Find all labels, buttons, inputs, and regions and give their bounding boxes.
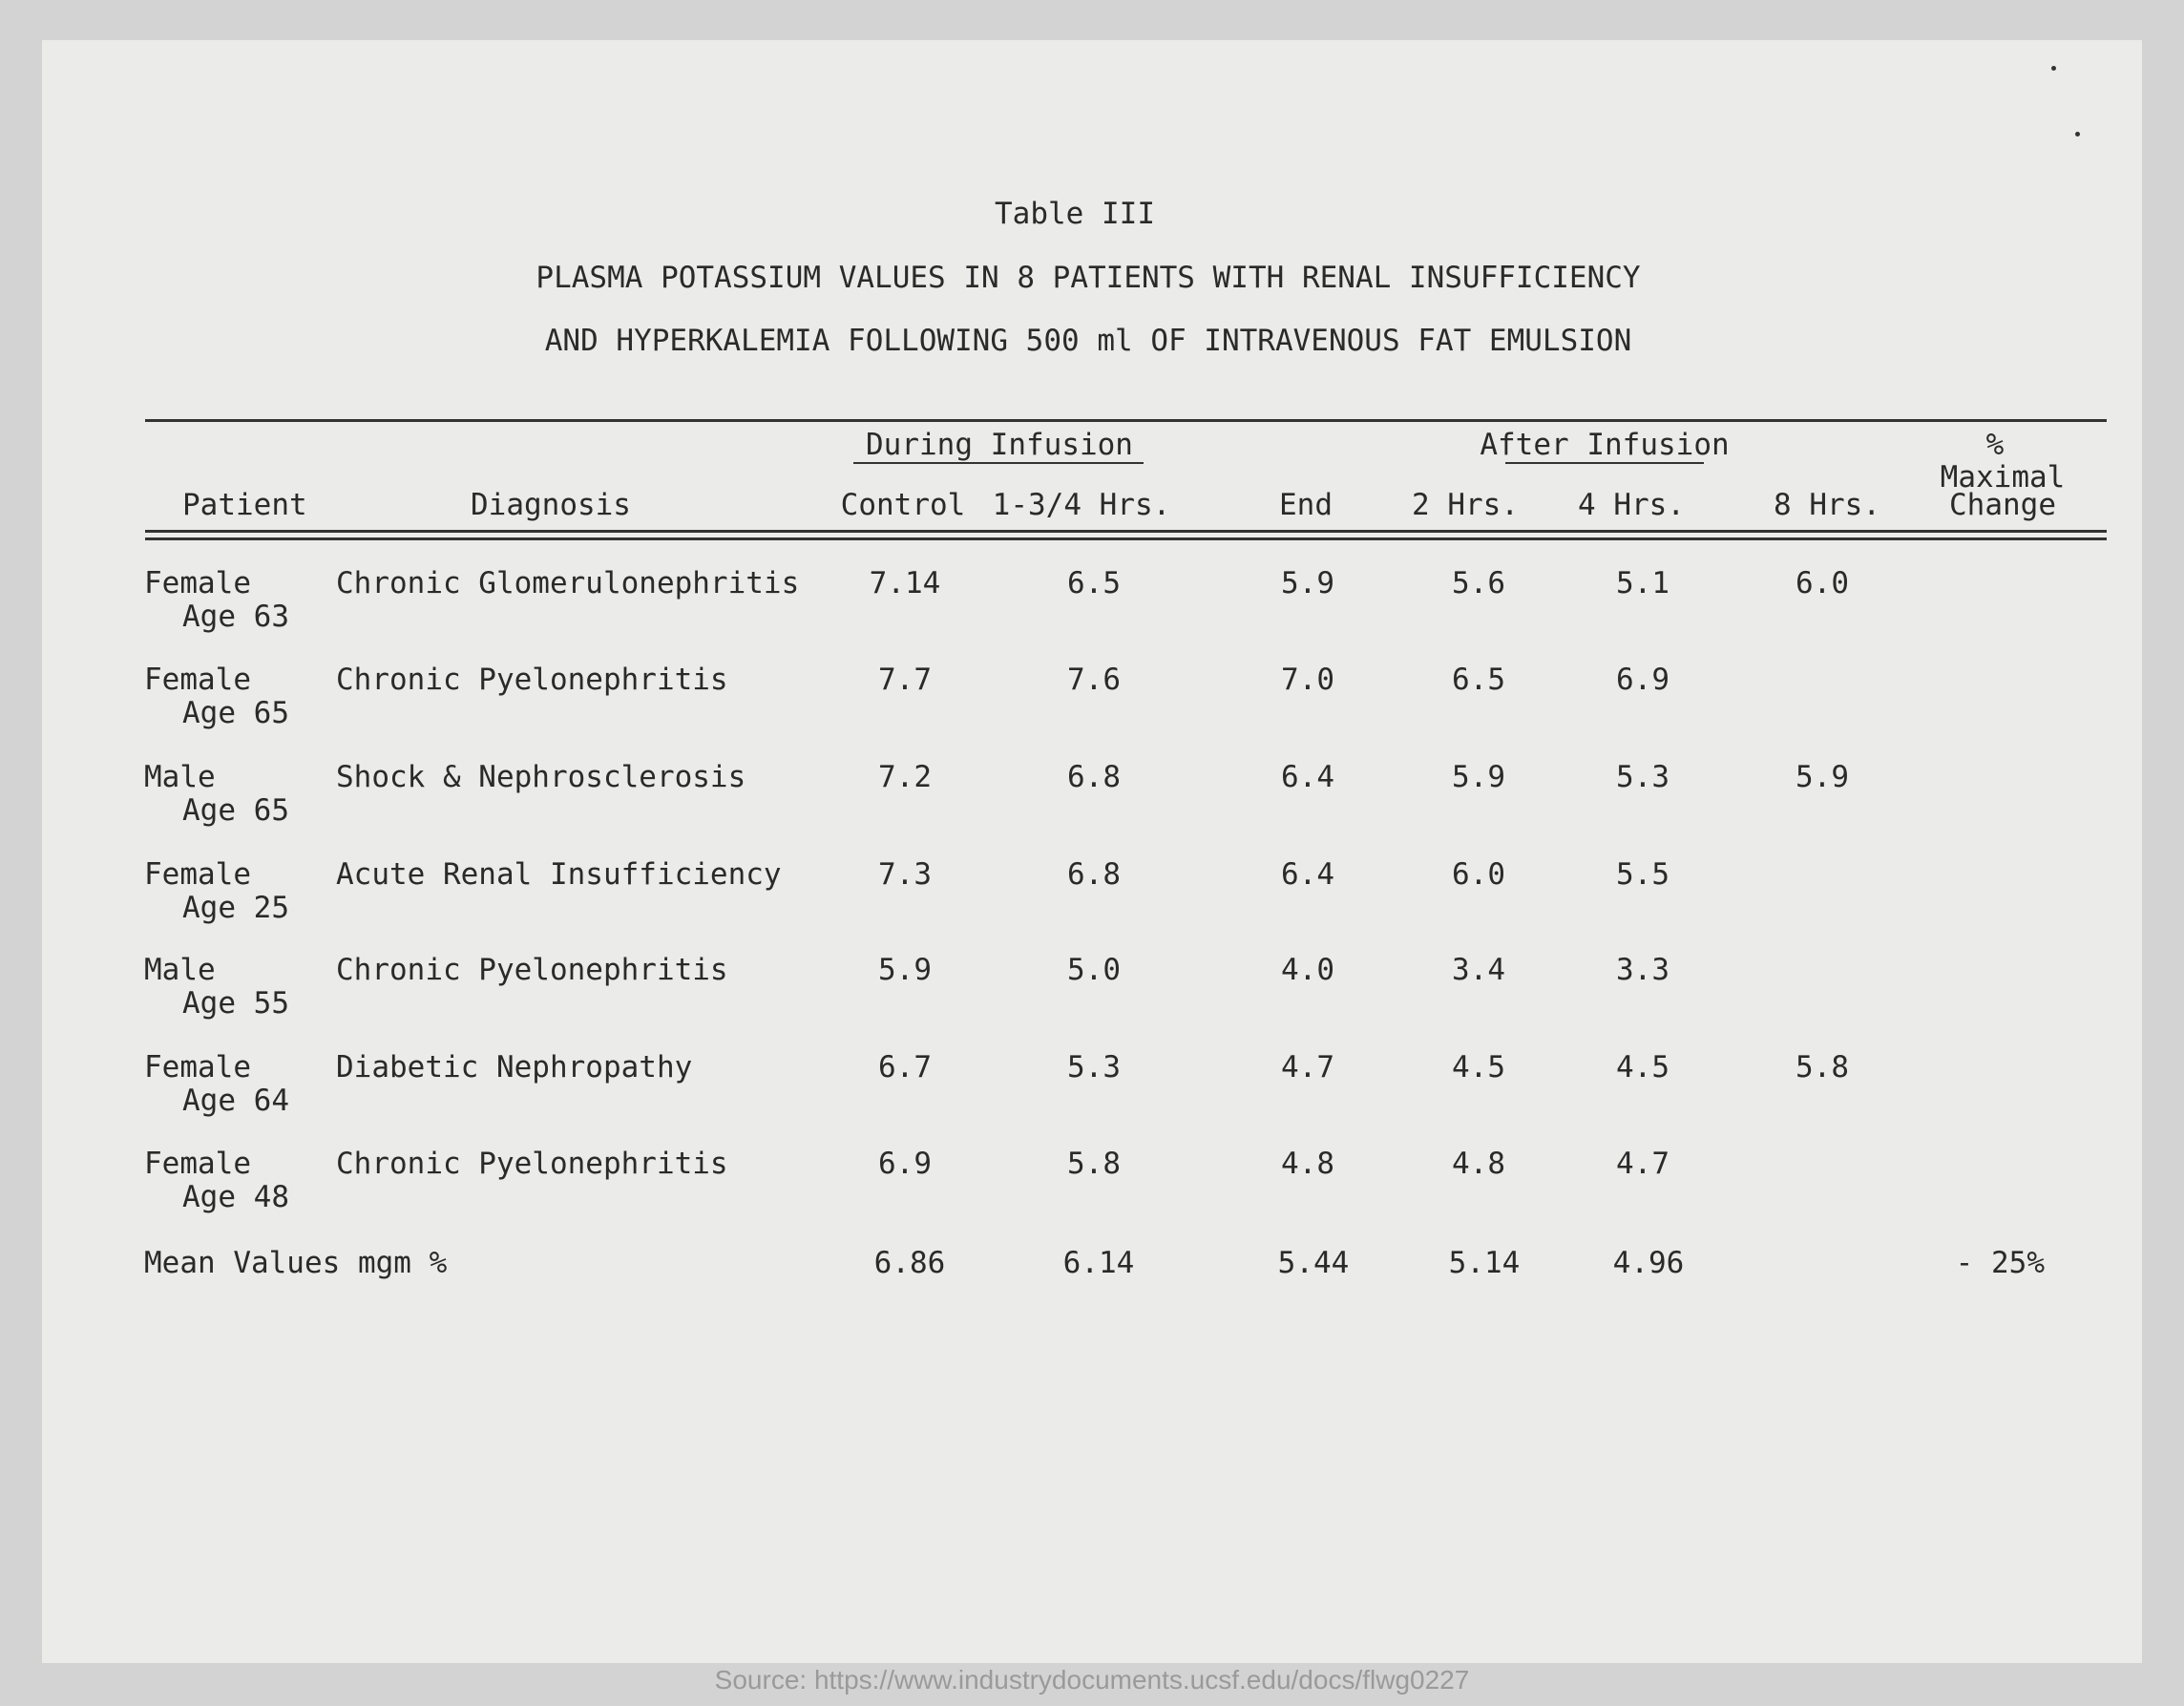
speck-mark [2051, 66, 2056, 71]
h4-cell: 3.3 [1616, 953, 1670, 987]
h134-cell: 7.6 [1067, 663, 1121, 697]
h4-cell: 5.3 [1616, 760, 1670, 794]
mean-h134: 6.14 [1062, 1246, 1135, 1280]
h4-cell: 4.5 [1616, 1050, 1670, 1085]
control-cell: 6.7 [878, 1050, 932, 1085]
patient-sex: Male [144, 760, 216, 794]
end-cell: 4.7 [1281, 1050, 1334, 1085]
diagnosis-cell: Shock & Nephrosclerosis [336, 760, 746, 794]
patient-sex: Female [144, 663, 251, 697]
h2-cell: 3.4 [1452, 953, 1505, 987]
h8-cell: 5.8 [1796, 1050, 1849, 1085]
mean-end: 5.44 [1277, 1246, 1350, 1280]
header-maximal: Maximal [1940, 460, 2066, 495]
h134-cell: 6.8 [1067, 760, 1121, 794]
diagnosis-cell: Diabetic Nephropathy [336, 1050, 693, 1085]
h2-cell: 4.5 [1452, 1050, 1505, 1085]
table-label: Table III [995, 197, 1155, 231]
h2-cell: 6.0 [1452, 857, 1505, 892]
patient-age: Age 55 [182, 986, 289, 1021]
h4-cell: 6.9 [1616, 663, 1670, 697]
end-cell: 6.4 [1281, 857, 1334, 892]
header-4-hrs: 4 Hrs. [1578, 488, 1685, 522]
end-cell: 4.0 [1281, 953, 1334, 987]
mean-control: 6.86 [873, 1246, 946, 1280]
control-cell: 6.9 [878, 1147, 932, 1181]
header-patient: Patient [182, 488, 307, 522]
patient-sex: Female [144, 1147, 251, 1181]
h134-cell: 5.0 [1067, 953, 1121, 987]
end-cell: 6.4 [1281, 760, 1334, 794]
patient-age: Age 63 [182, 600, 289, 634]
header-change: Change [1949, 488, 2056, 522]
table-title-line-1: PLASMA POTASSIUM VALUES IN 8 PATIENTS WITH RENAL INSUFFICIENCY [536, 261, 1641, 295]
h2-cell: 5.6 [1452, 566, 1505, 600]
group-header-during-infusion: During Infusion [866, 428, 1133, 462]
control-cell: 7.7 [878, 663, 932, 697]
patient-age: Age 65 [182, 696, 289, 730]
header-diagnosis: Diagnosis [471, 488, 631, 522]
h134-cell: 6.8 [1067, 857, 1121, 892]
header-8-hrs: 8 Hrs. [1774, 488, 1880, 522]
table-top-rule [145, 419, 2107, 422]
patient-sex: Male [144, 953, 216, 987]
mean-maximal-change: - 25% [1955, 1246, 2045, 1280]
mean-values-label: Mean Values mgm % [144, 1246, 448, 1280]
end-cell: 4.8 [1281, 1147, 1334, 1181]
h134-cell: 5.3 [1067, 1050, 1121, 1085]
group-underline-during [853, 462, 1144, 464]
h8-cell: 6.0 [1796, 566, 1849, 600]
end-cell: 7.0 [1281, 663, 1334, 697]
diagnosis-cell: Chronic Pyelonephritis [336, 663, 728, 697]
h2-cell: 4.8 [1452, 1147, 1505, 1181]
source-citation: Source: https://www.industrydocuments.ucsf.edu/docs/flwg0227 [714, 1665, 1470, 1695]
patient-sex: Female [144, 566, 251, 600]
patient-age: Age 25 [182, 891, 289, 925]
document-page [42, 40, 2142, 1663]
patient-sex: Female [144, 857, 251, 892]
patient-age: Age 48 [182, 1180, 289, 1214]
control-cell: 7.2 [878, 760, 932, 794]
h4-cell: 5.1 [1616, 566, 1670, 600]
h2-cell: 6.5 [1452, 663, 1505, 697]
control-cell: 5.9 [878, 953, 932, 987]
h4-cell: 4.7 [1616, 1147, 1670, 1181]
table-title-line-2: AND HYPERKALEMIA FOLLOWING 500 ml OF INTRAVENOUS FAT EMULSION [544, 324, 1632, 358]
mean-h2: 5.14 [1448, 1246, 1521, 1280]
patient-age: Age 64 [182, 1084, 289, 1118]
header-rule-bottom [145, 537, 2107, 540]
control-cell: 7.14 [869, 566, 941, 600]
patient-age: Age 65 [182, 793, 289, 828]
header-1-3-4-hrs: 1-3/4 Hrs. [992, 488, 1171, 522]
h4-cell: 5.5 [1616, 857, 1670, 892]
diagnosis-cell: Chronic Glomerulonephritis [336, 566, 800, 600]
patient-sex: Female [144, 1050, 251, 1085]
group-header-after-infusion: After Infusion [1480, 428, 1730, 462]
diagnosis-cell: Chronic Pyelonephritis [336, 1147, 728, 1181]
diagnosis-cell: Chronic Pyelonephritis [336, 953, 728, 987]
h2-cell: 5.9 [1452, 760, 1505, 794]
control-cell: 7.3 [878, 857, 932, 892]
diagnosis-cell: Acute Renal Insufficiency [336, 857, 782, 892]
h134-cell: 5.8 [1067, 1147, 1121, 1181]
header-rule-top [145, 530, 2107, 533]
speck-mark [2075, 132, 2080, 137]
end-cell: 5.9 [1281, 566, 1334, 600]
header-2-hrs: 2 Hrs. [1412, 488, 1519, 522]
h8-cell: 5.9 [1796, 760, 1849, 794]
group-underline-after [1505, 462, 1704, 464]
mean-h4: 4.96 [1612, 1246, 1685, 1280]
h134-cell: 6.5 [1067, 566, 1121, 600]
header-control: Control [840, 488, 966, 522]
header-end: End [1279, 488, 1333, 522]
header-maximal-pct: % [1985, 428, 2005, 462]
